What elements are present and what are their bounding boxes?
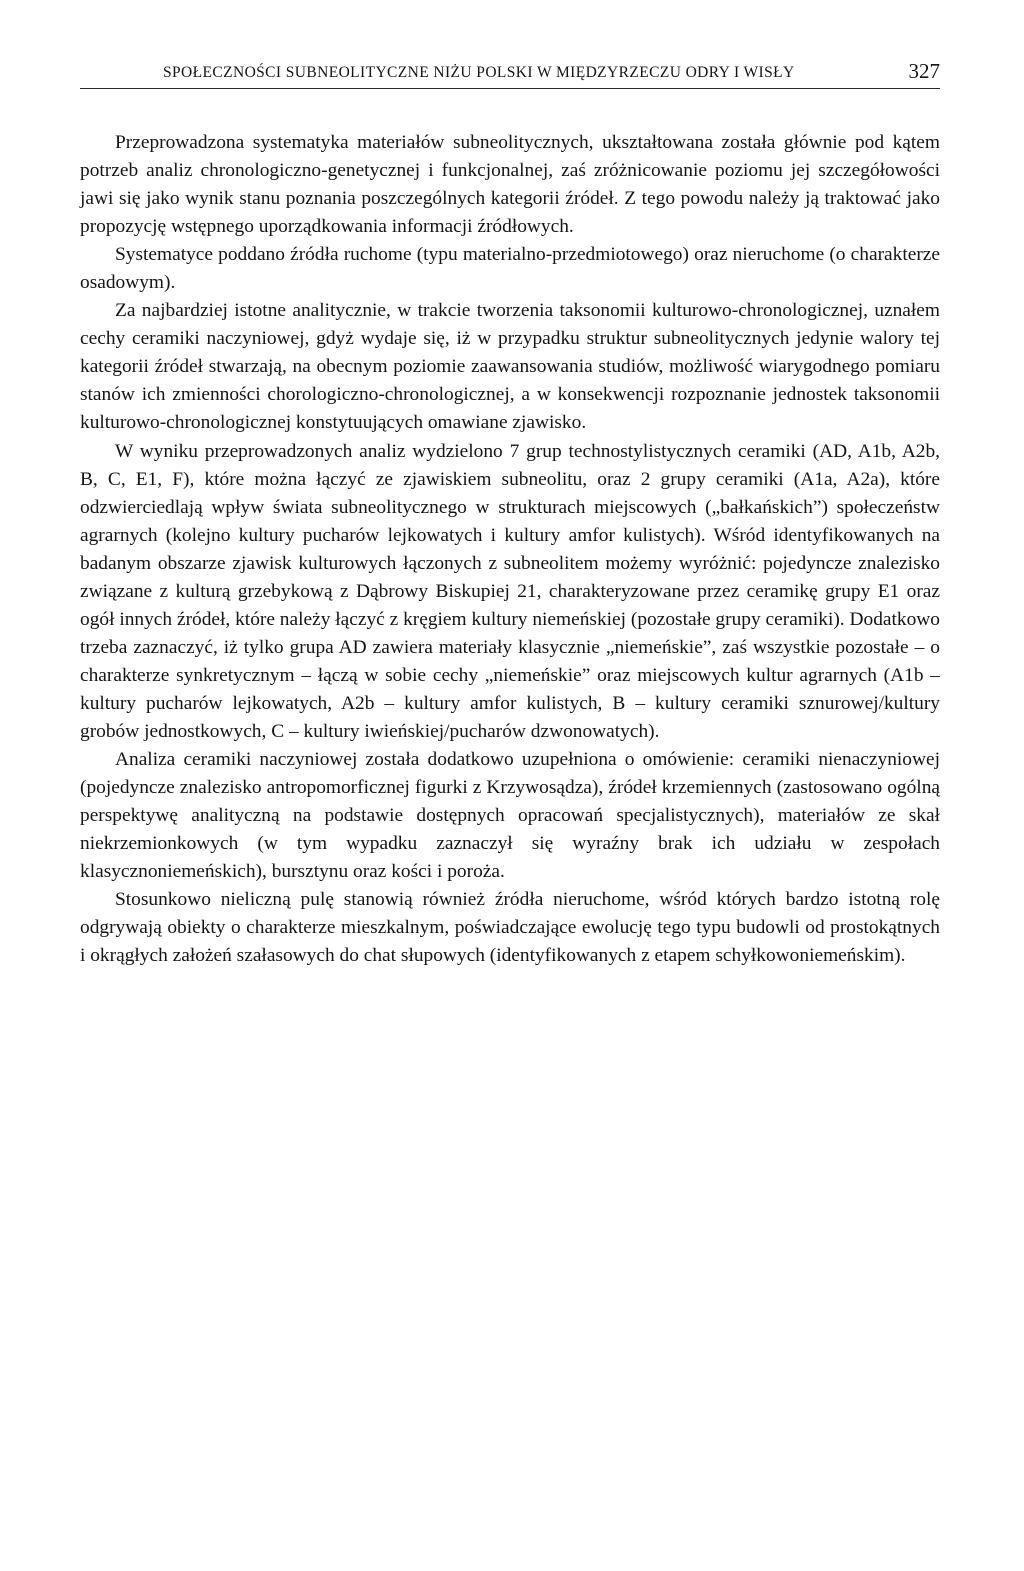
paragraph-other-sources: Analiza ceramiki naczyniowej została dodatkowo uzupełniona o omówienie: ceramiki nienaczyniowej (pojedyncze znalezisko antropomorficznej figurki z Krzywosądza), źródeł krzemiennych (zastosowano ogólną perspektywę analityczną na podstawie dostępnych opracowań specjalistycznych), materiałów ze skał niekrzemionkowych (w tym wypadku zaznaczył się wyraźny brak ich udziału w zespołach klasycznoniemeńskich), bursztynu oraz kości i poroża. xyxy=(80,749,940,883)
paragraph-immovable-sources: Stosunkowo nieliczną pulę stanowią również źródła nieruchome, wśród których bardzo istotną rolę odgrywają obiekty o charakterze mieszkalnym, poświadczające ewolucję tego typu budowli od prostokątnych i okrągłych założeń szałasowych do chat słupowych (identyfikowanych z etapem schyłkowoniemeńskim). xyxy=(80,889,940,967)
running-header xyxy=(80,56,940,89)
paragraph-source-types: Systematyce poddano źródła ruchome (typu materialno-przedmiotowego) oraz nieruchome (o charakterze osadowym). xyxy=(80,244,940,294)
paragraph-ceramics-criteria: Za najbardziej istotne analitycznie, w trakcie tworzenia taksonomii kulturowo-chronologicznej, uznałem cechy ceramiki naczyniowej, gdyż wydaje się, iż w przypadku struktur subneolitycznych jedynie walory tej kategorii źródeł stwarzają, na obecnym poziomie zaawansowania studiów, możliwość wiarygodnego pomiaru stanów ich zmienności chorologiczno-chronologicznej, a w konsekwencji rozpoznanie jednostek taksonomii kulturowo-chronologicznej konstytuujących omawiane zjawisko. xyxy=(80,300,940,434)
page-number: 327 xyxy=(908,59,940,83)
paragraph-systematics-intro: Przeprowadzona systematyka materiałów subneolitycznych, ukształtowana została głównie pod kątem potrzeb analiz chronologiczno-genetycznej i funkcjonalnej, zaś zróżnicowanie poziomu jej szczegółowości jawi się jako wynik stanu poznania poszczególnych kategorii źródeł. Z tego powodu należy ją traktować jako propozycję wstępnego uporządkowania informacji źródłowych. xyxy=(80,132,940,238)
body-text xyxy=(80,129,940,970)
running-header-title: SPOŁECZNOŚCI SUBNEOLITYCZNE NIŻU POLSKI W MIĘDZYRZECZU ODRY I WISŁY xyxy=(163,64,795,81)
paragraph-ceramic-groups: W wyniku przeprowadzonych analiz wydzielono 7 grup technostylistycznych ceramiki (AD, A1b, A2b, B, C, E1, F), które można łączyć ze zjawiskiem subneolitu, oraz 2 grupy ceramiki (A1a, A2a), które odzwierciedlają wpływ świata subneolitycznego w strukturach miejscowych („bałkańskich”) społeczeństw agrarnych (kolejno kultury pucharów lejkowatych i kultury amfor kulistych). Wśród identyfikowanych na badanym obszarze zjawisk kulturowych łączonych z subneolitem możemy wyróżnić: pojedyncze znalezisko związane z kulturą grzebykową z Dąbrowy Biskupiej 21, charakteryzowane przez ceramikę grupy E1 oraz ogół innych źródeł, które należy łączyć z kręgiem kultury niemeńskiej (pozostałe grupy ceramiki). Dodatkowo trzeba zaznaczyć, iż tylko grupa AD zawiera materiały klasycznie „niemeńskie”, zaś wszystkie pozostałe – o charakterze synkretycznym – łączą w sobie cechy „niemeńskie” oraz miejscowych kultur agrarnych (A1b – kultury pucharów lejkowatych, A2b – kultury amfor kulistych, B – kultury ceramiki sznurowej/kultury grobów jednostkowych, C – kultury iwieńskiej/pucharów dzwonowatych). xyxy=(80,440,940,742)
document-page xyxy=(80,56,940,970)
